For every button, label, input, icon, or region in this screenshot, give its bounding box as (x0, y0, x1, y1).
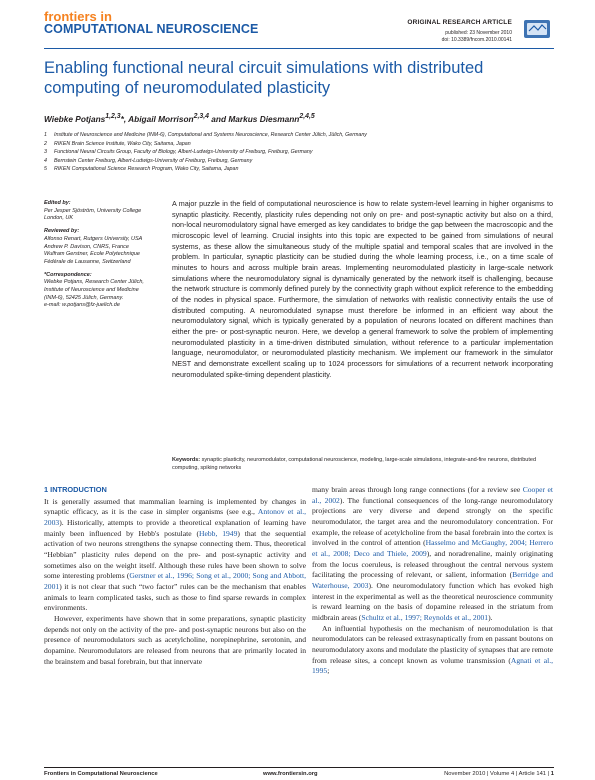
citation-link[interactable]: Antonov et al., 2003 (44, 507, 307, 527)
footer-website-link[interactable]: www.frontiersin.org (263, 771, 318, 777)
citation-link[interactable]: Cooper et al., 2002 (312, 485, 553, 505)
journal-logo-icon (522, 17, 554, 41)
reviewer: Alfonso Renart, Rutgers University, USA (44, 235, 143, 242)
body-column-left (44, 485, 306, 667)
paragraph: However, experiments have shown that in some preparations, synaptic plasticity depends not only on the activity of the pre- and post-synaptic neurons but also on the presence of neuromodulators such as acetylcholine, norepinephrine, serotonin, and dopamine. Neuromodulators are released from neurons that are primarily located in the brainstem and basal forebrain, but that innervate (44, 613, 306, 666)
citation-link[interactable]: Gerstner et al., 1996; Song et al., 2000; Song and Abbott, 2001 (44, 571, 306, 591)
paragraph: many brain areas through long range connections (for a review see Cooper et al., 2002). The functional consequences of the long-range neuromodulatory projections are very diverse and depend strongly on the specific neuromodulator, the target area and the neuromodulatory concentration. For example, the release of acetylcholine from the basal forebrain into the cortex is involved in the control of attention (Hasselmo and McGaughy, 2004; Herrero et al., 2008; Deco and Thiele, 2009), and noradrenaline, mainly originating from the locus coeruleus, is released throughout the central nervous system facilitating the processing of relevant, or salient, information (Berridge and Waterhouse, 2003). One neuromodulatory function which has evoked high interest in the experimental as well as the theoretical neuroscience community is reward learning on the basis of dopamine released in the striatum from midbrain areas (Schultz et al., 1997; Reynolds et al., 2001). (312, 485, 554, 622)
reviewed-by-label: Reviewed by: (44, 228, 80, 235)
correspondence-address: Wiebke Potjans, Research Center Jülich, Institute of Neuroscience and Medicine (INM-6), 52425 Jülich, Germany. (44, 279, 144, 301)
affiliation-item: 5 RIKEN Computational Science Research Program, Wako City, Saitama, Japan (44, 166, 239, 173)
citation-link[interactable]: Hasselmo and McGaughy, 2004; Herrero et al., 2008; Deco and Thiele, 2009 (312, 538, 553, 558)
citation-link[interactable]: Hebb, 1949 (199, 528, 238, 538)
editorial-sidebar (44, 200, 154, 315)
footer-rule (44, 767, 554, 768)
affiliation-item: 2 RIKEN Brain Science Institute, Wako City, Saitama, Japan (44, 140, 191, 147)
footer-journal: Frontiers in Computational Neuroscience (44, 771, 158, 777)
article-title: Enabling functional neural circuit simulations with distributed computing of neuromodulated plasticity (44, 59, 484, 97)
correspondence-label: *Correspondence: (44, 271, 92, 278)
header-rule (44, 48, 554, 49)
citation-link[interactable]: Schultz et al., 1997; Reynolds et al., 2001 (361, 612, 489, 622)
publication-info (442, 30, 512, 43)
affiliation-item: 4 Bernstein Center Freiburg, Albert-Ludwigs-University of Freiburg, Freiburg, Germany (44, 157, 253, 164)
journal-name-bottom: COMPUTATIONAL NEUROSCIENCE (44, 22, 259, 36)
correspondence-email[interactable]: e-mail: w.potjans@fz-juelich.de (44, 302, 120, 309)
doi: doi: 10.3389/fncom.2010.00141 (441, 36, 512, 43)
editor: Per Jesper Sjöström, University College London, UK (44, 207, 142, 222)
edited-by-label: Edited by: (44, 200, 71, 206)
author-list: Wiebke Potjans$^{1,2,3}$*, Abigail Morrison$^{2,3,4}$ and Markus Diesmann$^{2,4,5}$ (44, 113, 315, 124)
affiliations (44, 131, 564, 174)
keywords (172, 456, 553, 473)
published-date: published: 23 November 2010 (445, 30, 512, 36)
paragraph: It is generally assumed that mammalian learning is implemented by changes in synaptic efficacy, as it is the case in simpler organisms (see e.g., Antonov et al., 2003). Historically, attempts to provide a theoretical explanation of learning have mainly been influenced by Hebb's postulate (Hebb, 1949) that the sequential activation of two neurons strengthens the synapse connecting them. Thus, theoretical “Hebbian” plasticity rules depend on the pre- and post-synaptic activity and sometimes also on the weight itself. Although these rules have been shown to solve some interesting problems (Gerstner et al., 1996; Song et al., 2000; Song and Abbott, 2001) it is not clear that such “two factor” rules can be the mechanism that enables animals to learn complicated tasks, such as those to find sparse rewards in complex environments. (44, 496, 307, 613)
page-number: 1 (550, 771, 554, 777)
affiliation-item: 1 Institute of Neuroscience and Medicine (INM-6), Computational and Systems Neuroscience, Research Center Jülich, Jülich, Germany (44, 132, 367, 138)
reviewer: Wulfram Gerstner, Ecole Polytechnique Fédérale de Lausanne, Switzerland (44, 251, 140, 265)
body-column-right (312, 485, 553, 677)
footer-volume: November 2010 | Volume 4 | Article 141 | (444, 771, 550, 777)
abstract: A major puzzle in the field of computational neuroscience is how to relate system-level learning in higher organisms to synaptic plasticity. Recently, plasticity rules depending not only on pre- and post-synaptic activity but also on a third, non-local neuromodulatory signal have emerged as key candidates to bridge the gap between the macroscopic and the microscopic level of learning. Crucial insights into this topic are expected to be gained from simulations of neural systems, as these allow the simultaneous study of the multiple spatial and temporal scales that are involved in the problem. In particular, synaptic plasticity can be studied during the whole learning process, i.e., on a time scale of minutes to hours and across multiple brain areas. Implementing neuromodulated plasticity in large-scale network simulations where the neuromodulatory signal is dynamically generated by the network itself is challenging, because the network structure is commonly defined purely by the connectivity graph without explicit reference to the embedding of the nodes in physical space. Furthermore, the simulation of networks with realistic connectivity entails the use of distributed computing. A neuromodulated synapse must therefore be informed in an efficient way about the neuromodulatory signal, which is typically generated by a population of neurons located on different machines than either the pre- or post-synaptic neuron. Here, we develop a general framework to solve the problem of implementing neuromodulated plasticity in a time-driven distributed simulation, without reference to a particular implementation language, neuromodulator, or neuromodulated plasticity mechanism. We implement our framework in the simulator NEST and demonstrate excellent scaling up to 1024 processors for simulations of a recurrent network incorporating neuromodulated spike-timing dependent plasticity. (172, 199, 553, 379)
reviewer: Andrew P. Davison, CNRS, France (44, 243, 129, 250)
paragraph: An influential hypothesis on the mechanism of neuromodulation is that neuromodulators can be released extrasynaptically from en passant boutons on neuromodulatory axons and modulate the plasticity of synapses that are remote from release sites, a concept known as volume transmission (Agnati et al., 1995; (312, 623, 553, 676)
footer-issue-info (444, 771, 554, 777)
journal-name-top: frontiers in (44, 9, 112, 24)
article-type: ORIGINAL RESEARCH ARTICLE (407, 19, 512, 26)
keywords-label: Keywords: (172, 457, 201, 463)
keywords-list: synaptic plasticity, neuromodulator, computational neuroscience, modeling, large-scale simulations, integrate-and-fire neurons, distributed computing, spiking networks (172, 457, 537, 472)
citation-link[interactable]: Agnati et al., 1995 (312, 655, 553, 676)
affiliation-item: 3 Functional Neural Circuits Group, Faculty of Biology, Albert-Ludwigs-University of Freiburg, Freiburg, Germany (44, 149, 313, 156)
section-heading: 1 INTRODUCTION (44, 485, 107, 494)
citation-link[interactable]: Berridge and Waterhouse, 2003 (312, 570, 553, 590)
